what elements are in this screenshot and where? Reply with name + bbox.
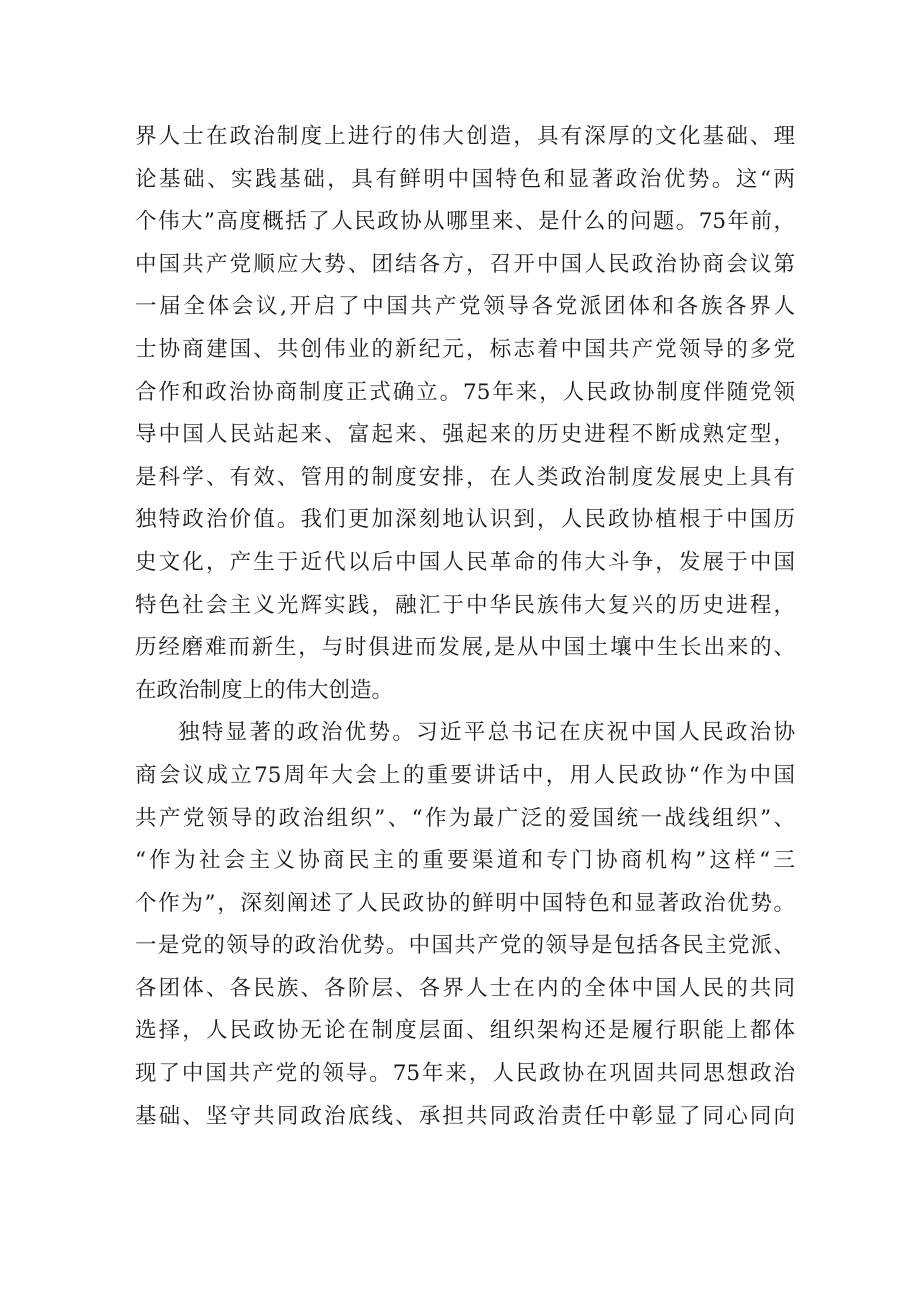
text-line: 特色社会主义光辉实践，融汇于中华民族伟大复兴的历史进程， xyxy=(135,592,795,618)
text-line: 是科学、有效、管用的制度安排，在人类政治制度发展史上具有 xyxy=(135,464,795,490)
text-line: 导中国人民站起来、富起来、强起来的历史进程不断成熟定型， xyxy=(135,422,795,448)
text-line: 选择，人民政协无论在制度层面、组织架构还是履行职能上都体 xyxy=(135,1018,795,1044)
text-line: “作为社会主义协商民主的重要渠道和专门协商机构”这样“三 xyxy=(135,848,795,874)
text-line: 现了中国共产党的领导。75年来，人民政协在巩固共同思想政治 xyxy=(135,1061,795,1087)
text-line: 士协商建国、共创伟业的新纪元，标志着中国共产党领导的多党 xyxy=(135,336,795,362)
text-line: 个伟大”高度概括了人民政协从哪里来、是什么的问题。75年前， xyxy=(135,209,795,235)
text-line: 商会议成立75周年大会上的重要讲话中，用人民政协“作为中国 xyxy=(135,762,795,788)
text-line: 个作为”，深刻阐述了人民政协的鲜明中国特色和显著政治优势。 xyxy=(135,890,795,916)
text-line: 史文化，产生于近代以后中国人民革命的伟大斗争，发展于中国 xyxy=(135,549,795,575)
text-line: 界人士在政治制度上进行的伟大创造，具有深厚的文化基础、理 xyxy=(135,124,795,149)
text-line: 一届全体会议,开启了中国共产党领导各党派团体和各族各界人 xyxy=(135,294,795,320)
paragraph-heading-line: 独特显著的政治优势。习近平总书记在庆祝中国人民政治协 xyxy=(178,720,795,746)
text-line: 中国共产党顺应大势、团结各方，召开中国人民政治协商会议第 xyxy=(135,251,795,277)
body-text xyxy=(135,116,795,1138)
text-line: 一是党的领导的政治优势。中国共产党的领导是包括各民主党派、 xyxy=(135,933,795,959)
text-line: 历经磨难而新生，与时俱进而发展,是从中国土壤中生长出来的、 xyxy=(135,635,795,661)
text-line: 各团体、各民族、各阶层、各界人士在内的全体中国人民的共同 xyxy=(135,975,795,1001)
text-line: 论基础、实践基础，具有鲜明中国特色和显著政治优势。这“两 xyxy=(135,166,795,192)
text-line: 共产党领导的政治组织”、“作为最广泛的爱国统一战线组织”、 xyxy=(135,805,795,831)
text-line: 基础、坚守共同政治底线、承担共同政治责任中彰显了同心同向 xyxy=(135,1103,795,1129)
text-line: 合作和政治协商制度正式确立。75年来，人民政协制度伴随党领 xyxy=(135,379,795,405)
text-line: 独特政治价值。我们更加深刻地认识到，人民政协植根于中国历 xyxy=(135,507,795,533)
text-line: 在政治制度上的伟大创造。 xyxy=(135,677,394,703)
